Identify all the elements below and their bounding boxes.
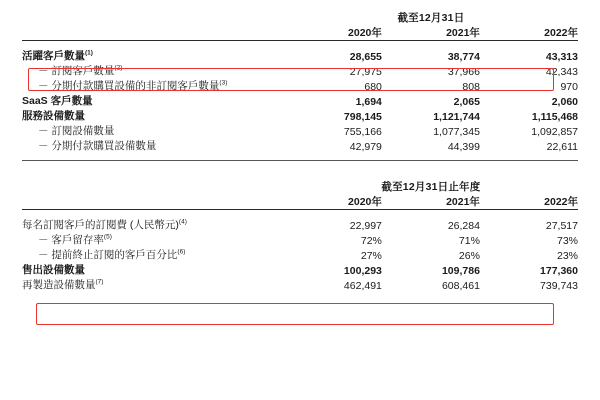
- row-label: － 分期付款購買設備的非訂閱客戶數量$^{(3)}$: [38, 79, 228, 92]
- table-row: [22, 78, 578, 93]
- table2-head-spacer: [22, 210, 578, 217]
- table-row: [22, 217, 578, 232]
- table1-year-row: [22, 25, 578, 41]
- table1-year-2022: 2022年: [544, 27, 578, 39]
- row-value-2022: 42,343: [545, 66, 578, 78]
- retention-rate-highlight: [36, 303, 554, 325]
- row-value-2020: 22,997: [349, 220, 382, 232]
- row-value-2022: 73%: [556, 235, 578, 247]
- spacer-cell: [22, 10, 284, 25]
- spacer-cell: [22, 194, 284, 210]
- row-value-2020: 72%: [360, 235, 382, 247]
- metrics-table-full-year: [22, 161, 578, 292]
- table-row: [22, 48, 578, 63]
- table2-group-header: 截至12月31日止年度: [381, 181, 481, 193]
- row-value-2021: 38,774: [447, 51, 480, 63]
- table2-year-2022: 2022年: [544, 196, 578, 208]
- row-value-2022: 2,060: [551, 96, 578, 108]
- metrics-table-period-end: [22, 10, 578, 161]
- row-value-2020: 42,979: [349, 141, 382, 153]
- footnote-mark: (1): [85, 49, 93, 57]
- row-value-2020: 27%: [360, 250, 382, 262]
- footnote-mark: (3): [219, 79, 228, 87]
- row-label: 再製造設備數量$^{(7)}$: [22, 278, 104, 291]
- row-value-2020: 798,145: [343, 111, 382, 123]
- row-value-2020: 28,655: [349, 51, 382, 63]
- row-value-2021: 37,966: [447, 66, 480, 78]
- row-label: SaaS 客戶數量: [22, 95, 93, 107]
- row-value-2021: 2,065: [453, 96, 480, 108]
- table-row: [22, 277, 578, 292]
- footnote-mark: (4): [178, 218, 187, 226]
- row-label: － 訂閱設備數量: [38, 125, 115, 137]
- table1-head-spacer: [22, 41, 578, 48]
- row-value-2022: 27,517: [545, 220, 578, 232]
- row-value-2020: 1,694: [355, 96, 382, 108]
- table1-group-header-row: [22, 10, 578, 25]
- table2-year-2021: 2021年: [446, 196, 480, 208]
- row-value-2022: 1,092,857: [531, 126, 578, 138]
- row-value-2022: 22,611: [546, 141, 578, 153]
- table-row: [22, 247, 578, 262]
- row-label: 服務設備數量: [22, 110, 85, 122]
- table1-year-2021: 2021年: [446, 27, 480, 39]
- table-row: [22, 63, 578, 78]
- table-row: [22, 108, 578, 123]
- row-value-2021: 1,077,345: [433, 126, 480, 138]
- row-label: － 客戶留存率$^{(5)}$: [38, 233, 112, 246]
- table2-top-spacer: [22, 161, 578, 179]
- row-label: 售出設備數量: [22, 264, 85, 276]
- row-value-2021: 26%: [458, 250, 480, 262]
- row-label: － 分期付款購買設備數量: [38, 140, 157, 152]
- table-row: [22, 93, 578, 108]
- row-value-2021: 109,786: [441, 265, 480, 277]
- row-value-2021: 1,121,744: [433, 111, 480, 123]
- row-label: － 提前終止訂閱的客戶百分比$^{(6)}$: [38, 248, 186, 261]
- footnote-mark: (7): [95, 278, 104, 286]
- row-value-2021: 808: [462, 81, 480, 93]
- table2-group-header-row: [22, 179, 578, 194]
- row-value-2020: 680: [364, 81, 382, 93]
- table-row: [22, 138, 578, 153]
- row-value-2022: 43,313: [545, 51, 578, 63]
- spacer-cell: [22, 25, 284, 41]
- table-row: [22, 123, 578, 138]
- footnote-mark: (6): [177, 248, 186, 256]
- table2-year-row: [22, 194, 578, 210]
- row-value-2021: 44,399: [447, 141, 480, 153]
- spacer-cell: [22, 179, 284, 194]
- table1-year-2020: 2020年: [348, 27, 382, 39]
- table2-year-2020: 2020年: [348, 196, 382, 208]
- row-value-2020: 755,166: [343, 126, 382, 138]
- row-value-2022: 739,743: [540, 280, 578, 292]
- table1-group-header: 截至12月31日: [397, 12, 465, 24]
- row-value-2022: 23%: [556, 250, 578, 262]
- row-value-2020: 100,293: [343, 265, 382, 277]
- row-value-2021: 26,284: [447, 220, 480, 232]
- row-value-2022: 1,115,468: [531, 111, 578, 123]
- table-row: [22, 232, 578, 247]
- row-value-2020: 462,491: [343, 280, 382, 292]
- row-label: 活躍客戶數量$^{(1)}$: [22, 49, 93, 62]
- table-row: [22, 262, 578, 277]
- row-value-2021: 71%: [458, 235, 480, 247]
- row-value-2022: 177,360: [540, 265, 578, 277]
- row-label: － 訂閱客戶數量$^{(2)}$: [38, 64, 123, 77]
- row-value-2020: 27,975: [349, 66, 382, 78]
- footnote-mark: (2): [114, 64, 123, 72]
- table1-bottom-spacer: [22, 153, 578, 161]
- row-value-2022: 970: [560, 81, 578, 93]
- row-label: 每名訂閱客戶的訂閱費 (人民幣元)$^{(4)}$: [22, 218, 187, 231]
- footnote-mark: (5): [103, 233, 112, 241]
- row-value-2021: 608,461: [441, 280, 480, 292]
